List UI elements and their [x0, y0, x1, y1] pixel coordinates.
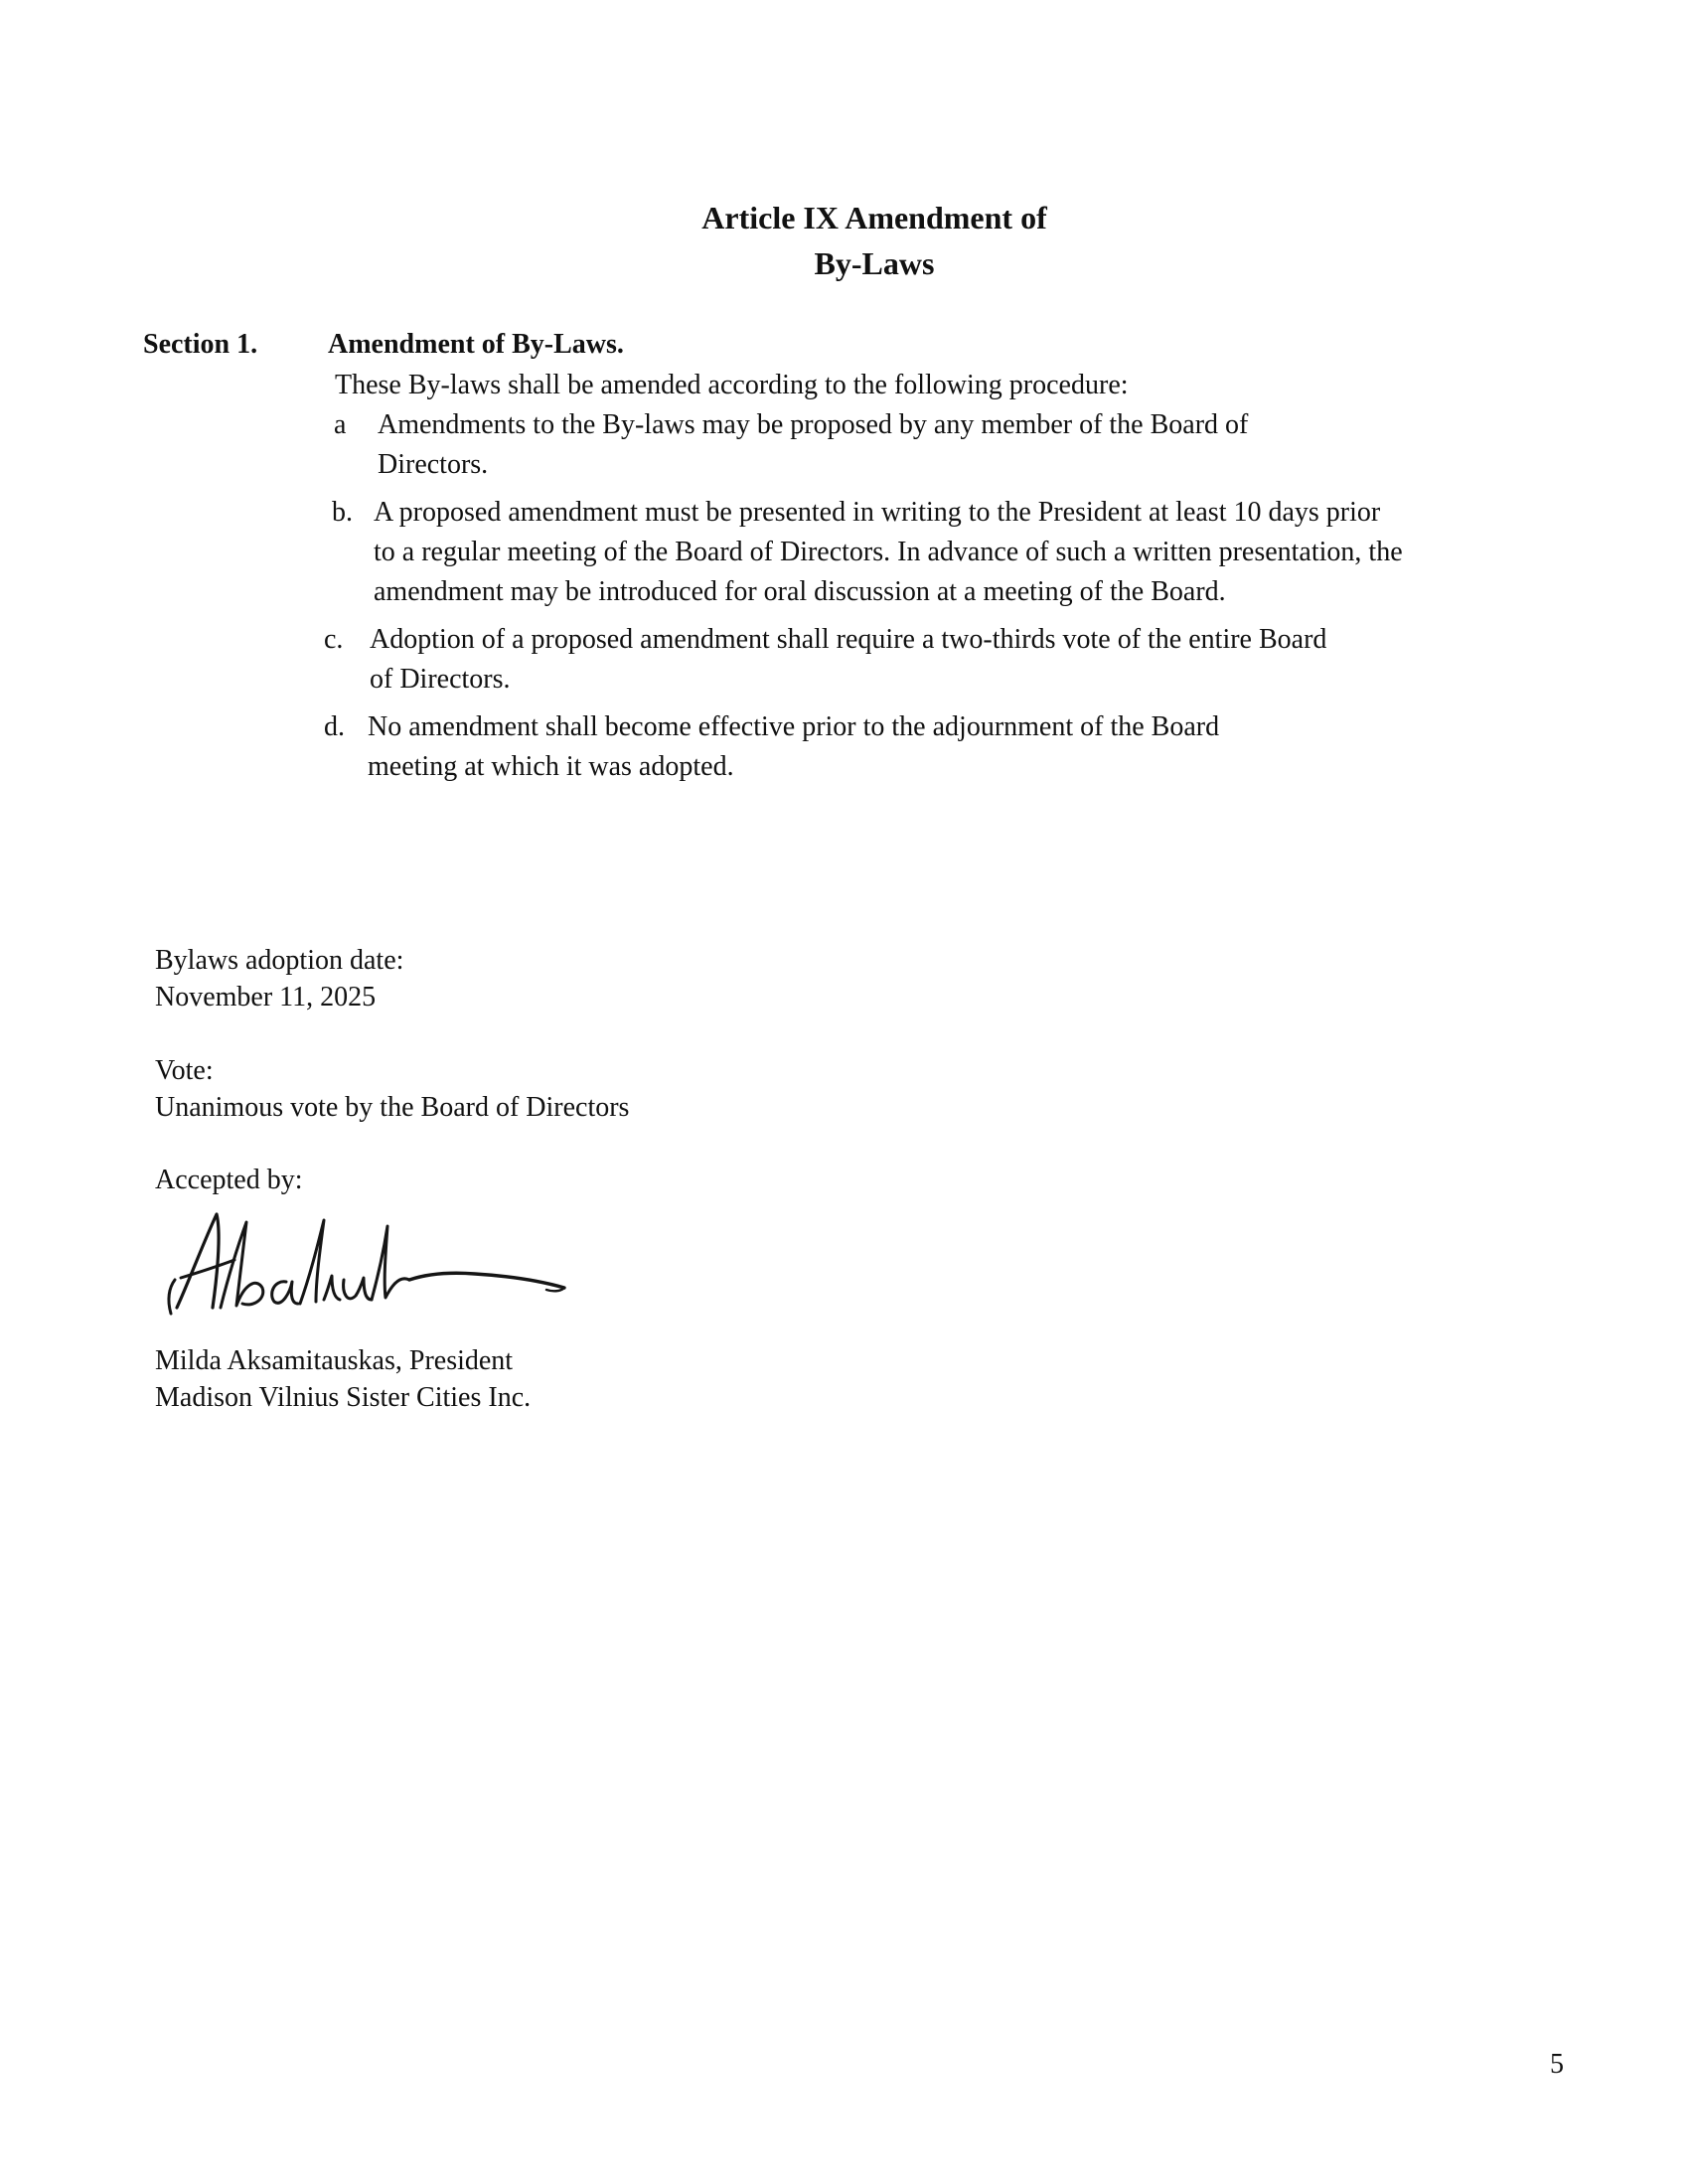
signature-image [159, 1196, 586, 1326]
vote-label: Vote: [155, 1055, 214, 1086]
list-item-text: No amendment shall become effective prior to the adjournment of the Board meeting at which it was adopted. [368, 711, 1220, 782]
page-number: 5 [1550, 2049, 1564, 2080]
list-marker: a [334, 409, 347, 440]
accepted-block [155, 1162, 303, 1198]
adoption-label: Bylaws adoption date: [155, 945, 404, 976]
section-label: Section 1. [143, 329, 258, 360]
section-intro: These By-laws shall be amended according to the following procedure: [335, 370, 1129, 400]
organization-name: Madison Vilnius Sister Cities Inc. [155, 1382, 532, 1413]
list-marker: b. [332, 497, 353, 528]
list-item [324, 707, 1616, 787]
list-item [324, 620, 1616, 700]
vote-value: Unanimous vote by the Board of Directors [155, 1092, 630, 1123]
vote-block [155, 1052, 629, 1126]
list-item-text: Adoption of a proposed amendment shall require a two-thirds vote of the entire Board of Directors. [370, 624, 1327, 695]
list-marker: c. [324, 624, 344, 655]
article-subtitle: By-Laws [814, 245, 935, 281]
list-item-text: Amendments to the By-laws may be proposed by any member of the Board of Directors. [378, 409, 1249, 480]
list-item-text: A proposed amendment must be presented in writing to the President at least 10 days prior to a regular meeting of the Board of Directors. In advance of such a written presentation, the amendment may be introduced for oral discussion at a meeting of the Board. [374, 497, 1403, 607]
accepted-label: Accepted by: [155, 1165, 303, 1195]
adoption-date: November 11, 2025 [155, 982, 377, 1013]
article-title: Article IX Amendment of [701, 200, 1047, 235]
adoption-block [155, 942, 403, 1015]
signer-block [155, 1342, 531, 1416]
list-marker: d. [324, 711, 345, 742]
list-item [332, 493, 1623, 612]
list-item [334, 405, 1625, 485]
section-heading: Amendment of By-Laws. [328, 329, 624, 360]
signer-name: Milda Aksamitauskas, President [155, 1345, 514, 1376]
